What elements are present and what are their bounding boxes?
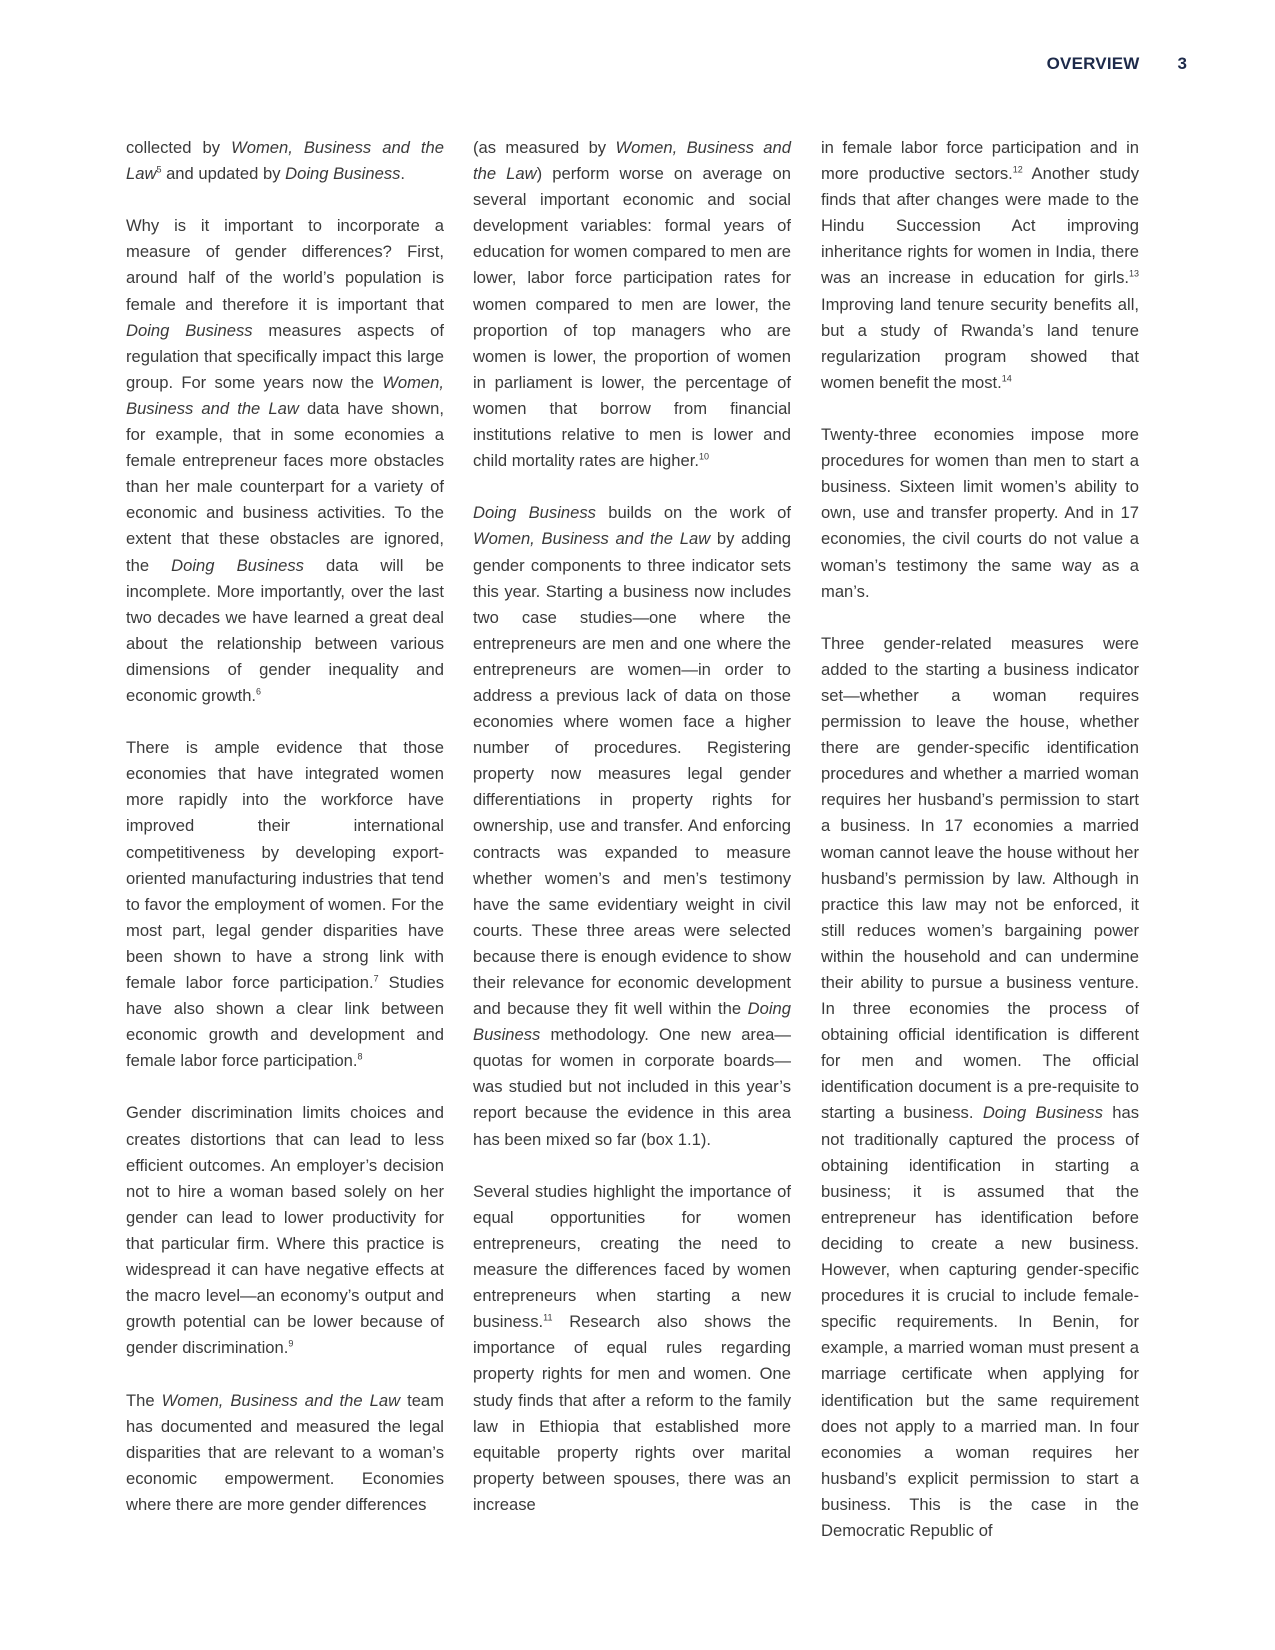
body-paragraph: There is ample evidence that those economies that have integrated women more rapidly into the workforce have improved their international competitiveness by developing export-oriented manufacturing industries that tend to favor the employment of women. For the most part, legal gender disparities have been shown to have a strong link with female labor force participation.$^7$ Studies have also shown a clear link between economic growth and development and female labor force participation.$^8$ — [126, 738, 444, 1071]
body-paragraph: Gender discrimination limits choices and creates distortions that can lead to less efficient outcomes. An employer’s decision not to hire a woman based solely on her gender can lead to lower productivity for that particular firm. Where this practice is widespread it can have negative effects at the macro level—an economy’s output and growth potential can be lower because of gender discrimination.$^9$ — [126, 1103, 444, 1358]
body-paragraph: in female labor force participation and in more productive sectors.$^{12}$ Another study finds that after changes were made to the Hindu Succession Act improving inheritance rights for women in India, there was an increase in education for girls.$^{13}$ Improving land tenure security benefits all, but a study of Rwanda’s land tenure regularization program showed that women benefit the most.$^{14}$ — [821, 138, 1139, 392]
body-paragraph: The Women, Business and the Law team has documented and measured the legal disparities that are relevant to a woman’s economic empowerment. Economies where there are more gender differences — [126, 1390, 444, 1514]
body-paragraph: Twenty-three economies impose more procedures for women than men to start a business. Sixteen limit women’s ability to own, use and transfer property. And in 17 economies, the civil courts do not value a woman’s testimony the same way as a man’s. — [821, 425, 1139, 601]
section-title: OVERVIEW — [1046, 54, 1140, 73]
text-column-2 — [473, 135, 791, 1518]
body-paragraph: collected by Women, Business and the Law$^5$ and updated by Doing Business. — [126, 138, 444, 184]
body-paragraph: Why is it important to incorporate a measure of gender differences? First, around half of the world’s population is female and therefore it is important that Doing Business measures aspects of regulation that specifically impact this large group. For some years now the Women, Business and the Law data have shown, for example, that in some economies a female entrepreneur faces more obstacles than her male counterpart for a variety of economic and business activities. To the extent that these obstacles are ignored, the Doing Business data will be incomplete. More importantly, over the last two decades we have learned a great deal about the relationship between various dimensions of gender inequality and economic growth.$^6$ — [126, 216, 445, 705]
body-paragraph: (as measured by Women, Business and the Law) perform worse on average on several important economic and social development variables: formal years of education for women compared to men are lower, labor force participation rates for women compared to men are lower, the proportion of top managers who are women is lower, the proportion of women in parliament is lower, the percentage of women that borrow from financial institutions relative to men is lower and child mortality rates are higher.$^{10}$ — [473, 138, 791, 471]
body-paragraph: Several studies highlight the importance of equal opportunities for women entrepreneurs, creating the need to measure the differences faced by women entrepreneurs when starting a new business.$^{11}$ Research also shows the importance of equal rules regarding property rights for men and women. One study finds that after a reform to the family law in Ethiopia that established more equitable property rights over marital property between spouses, there was an increase — [473, 1181, 791, 1514]
text-column-3 — [821, 135, 1139, 1544]
body-paragraph: Three gender-related measures were added to the starting a business indicator set—whether a woman requires permission to leave the house, whether there are gender-specific identification procedures and whether a married woman requires her husband’s permission to start a business. In 17 economies a married woman cannot leave the house without her husband’s permission by law. Although in practice this law may not be enforced, it still reduces women’s bargaining power within the household and can undermine their ability to pursue a business venture. In three economies the process of obtaining official identification is different for men and women. The official identification document is a pre-requisite to starting a business. Doing Business has not traditionally captured the process of obtaining identification in starting a business; it is assumed that the entrepreneur has identification before deciding to create a new business. However, when capturing gender-specific procedures it is crucial to include female-specific requirements. In Benin, for example, a married woman must present a marriage certificate when applying for identification but the same requirement does not apply to a married man. In four economies a woman requires her husband’s explicit permission to start a business. This is the case in the Democratic Republic of — [821, 633, 1139, 1540]
page-number: 3 — [1177, 54, 1187, 73]
body-paragraph: Doing Business builds on the work of Women, Business and the Law by adding gender components to three indicator sets this year. Starting a business now includes two case studies—one where the entrepreneurs are men and one where the entrepreneurs are women—in order to address a previous lack of data on those economies where women face a higher number of procedures. Registering property now measures legal gender differentiations in property rights for ownership, use and transfer. And enforcing contracts was expanded to measure whether women’s and men’s testimony have the same evidentiary weight in civil courts. These three areas were selected because there is enough evidence to show their relevance for economic development and because they fit well within the Doing Business methodology. One new area—quotas for women in corporate boards—was studied but not included in this year’s report because the evidence in this area has been mixed so far (box 1.1). — [473, 503, 792, 1149]
page-header — [1047, 54, 1187, 74]
text-column-1 — [126, 135, 444, 1518]
